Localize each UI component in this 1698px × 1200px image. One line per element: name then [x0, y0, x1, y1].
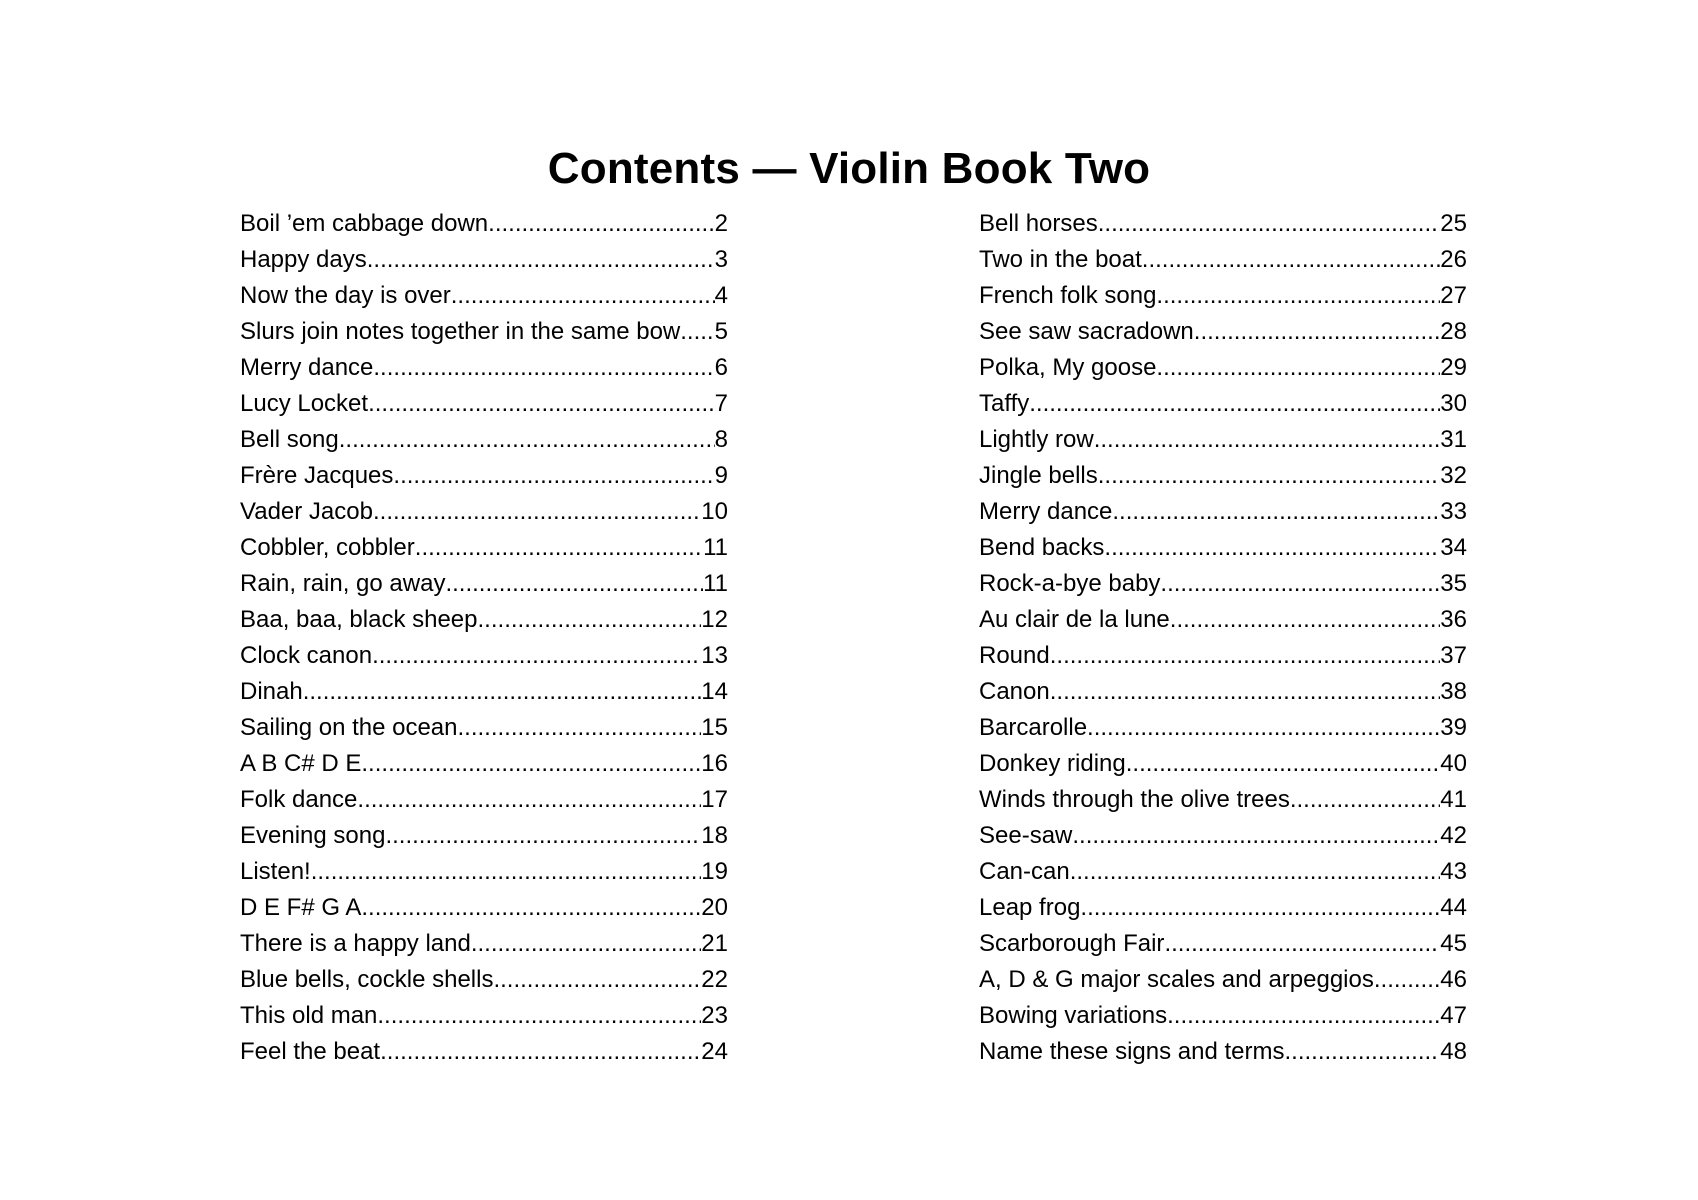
toc-entry[interactable] [979, 278, 1467, 314]
toc-entry[interactable] [979, 854, 1467, 890]
toc-entry-page-number: 38 [1440, 678, 1467, 705]
dot-leader [458, 710, 702, 746]
toc-entry-page-number: 48 [1440, 1038, 1467, 1065]
toc-entry-title: Cobbler, cobbler [240, 534, 415, 561]
dot-leader [445, 566, 703, 602]
toc-entry[interactable] [979, 350, 1467, 386]
toc-entry-title: Rock-a-bye baby [979, 570, 1161, 597]
toc-entry[interactable] [979, 782, 1467, 818]
toc-entry-title: Merry dance [240, 354, 374, 381]
dot-leader [368, 386, 715, 422]
dot-leader [478, 602, 702, 638]
toc-entry-title: Rain, rain, go away [240, 570, 446, 597]
toc-entry-title: Lightly row [979, 426, 1094, 453]
toc-entry-title: Baa, baa, black sheep [240, 606, 478, 633]
toc-entry[interactable] [979, 566, 1467, 602]
toc-entry-page-number: 46 [1440, 966, 1467, 993]
toc-entry-title: Bend backs [979, 534, 1105, 561]
dot-leader [380, 1034, 701, 1070]
toc-entry[interactable] [979, 314, 1467, 350]
toc-entry-page-number: 28 [1440, 318, 1467, 345]
toc-entry-title: Scarborough Fair [979, 930, 1165, 957]
toc-entry-title: Lucy Locket [240, 390, 369, 417]
toc-entry-title: This old man [240, 1002, 378, 1029]
dot-leader [1156, 278, 1440, 314]
toc-entry-title: See-saw [979, 822, 1073, 849]
toc-entry-page-number: 2 [714, 210, 728, 237]
toc-entry[interactable] [979, 530, 1467, 566]
dot-leader [451, 278, 715, 314]
toc-entry-page-number: 26 [1440, 246, 1467, 273]
dot-leader [1160, 566, 1440, 602]
toc-entry[interactable] [240, 278, 728, 314]
toc-entry-page-number: 10 [701, 498, 728, 525]
toc-entry-title: Dinah [240, 678, 303, 705]
toc-entry-page-number: 24 [701, 1038, 728, 1065]
dot-leader [361, 890, 701, 926]
toc-entry[interactable] [979, 962, 1467, 998]
dot-leader [373, 494, 701, 530]
toc-entry-page-number: 4 [714, 282, 728, 309]
toc-entry-page-number: 3 [714, 246, 728, 273]
toc-left-column [240, 206, 728, 1070]
toc-entry-title: Blue bells, cockle shells [240, 966, 494, 993]
toc-entry-title: A B C# D E [240, 750, 362, 777]
toc-entry-page-number: 20 [701, 894, 728, 921]
toc-entry[interactable] [240, 314, 728, 350]
toc-entry-page-number: 39 [1440, 714, 1467, 741]
toc-entry-title: Bell horses [979, 210, 1098, 237]
toc-entry[interactable] [240, 386, 728, 422]
toc-entry-page-number: 35 [1440, 570, 1467, 597]
toc-entry[interactable] [240, 638, 728, 674]
dot-leader [311, 854, 702, 890]
toc-entry[interactable] [240, 746, 728, 782]
dot-leader [339, 422, 715, 458]
toc-entry[interactable] [979, 710, 1467, 746]
toc-entry-page-number: 15 [701, 714, 728, 741]
dot-leader [1156, 350, 1440, 386]
toc-entry-page-number: 7 [714, 390, 728, 417]
dot-leader [1126, 746, 1441, 782]
dot-leader [1374, 962, 1440, 998]
toc-entry-title: Round [979, 642, 1050, 669]
dot-leader [1098, 206, 1441, 242]
toc-right-column [979, 206, 1467, 1070]
toc-entry-page-number: 27 [1440, 282, 1467, 309]
toc-entry-title: There is a happy land [240, 930, 471, 957]
dot-leader [1194, 314, 1441, 350]
dot-leader [393, 458, 714, 494]
toc-entry[interactable] [979, 602, 1467, 638]
toc-entry-page-number: 23 [701, 1002, 728, 1029]
dot-leader [1087, 710, 1440, 746]
dot-leader [1072, 818, 1440, 854]
toc-entry[interactable] [979, 1034, 1467, 1070]
dot-leader [415, 530, 703, 566]
toc-entry-page-number: 18 [701, 822, 728, 849]
dot-leader [680, 314, 714, 350]
toc-entry[interactable] [240, 458, 728, 494]
toc-entry-page-number: 21 [701, 930, 728, 957]
toc-entry-title: Bowing variations [979, 1002, 1168, 1029]
toc-entry-page-number: 41 [1440, 786, 1467, 813]
toc-entry-title: Donkey riding [979, 750, 1126, 777]
dot-leader [1142, 242, 1441, 278]
toc-entry-title: Can-can [979, 858, 1070, 885]
toc-entry[interactable] [979, 422, 1467, 458]
toc-entry-page-number: 29 [1440, 354, 1467, 381]
toc-entry-page-number: 5 [714, 318, 728, 345]
toc-entry-title: Slurs join notes together in the same bow [240, 318, 681, 345]
toc-entry[interactable] [240, 566, 728, 602]
toc-entry-page-number: 44 [1440, 894, 1467, 921]
toc-entry[interactable] [240, 350, 728, 386]
toc-entry-page-number: 9 [714, 462, 728, 489]
toc-entry-page-number: 34 [1440, 534, 1467, 561]
toc-entry[interactable] [240, 926, 728, 962]
dot-leader [1080, 890, 1440, 926]
toc-entry[interactable] [240, 674, 728, 710]
dot-leader [1094, 422, 1441, 458]
toc-entry-page-number: 43 [1440, 858, 1467, 885]
toc-entry-title: Sailing on the ocean [240, 714, 458, 741]
toc-entry-page-number: 30 [1440, 390, 1467, 417]
toc-entry[interactable] [240, 710, 728, 746]
toc-entry[interactable] [240, 602, 728, 638]
dot-leader [1050, 674, 1441, 710]
toc-entry[interactable] [240, 206, 728, 242]
toc-entry-title: Boil ’em cabbage down [240, 210, 489, 237]
toc-entry[interactable] [240, 530, 728, 566]
toc-entry-page-number: 19 [701, 858, 728, 885]
toc-entry-page-number: 13 [701, 642, 728, 669]
dot-leader [1070, 854, 1441, 890]
toc-entry-page-number: 11 [703, 570, 728, 597]
dot-leader [1112, 494, 1440, 530]
toc-entry[interactable] [979, 206, 1467, 242]
toc-entry[interactable] [979, 242, 1467, 278]
dot-leader [361, 746, 701, 782]
toc-entry-title: Two in the boat [979, 246, 1142, 273]
dot-leader [1290, 782, 1440, 818]
toc-entry[interactable] [240, 962, 728, 998]
toc-entry-page-number: 16 [701, 750, 728, 777]
dot-leader [385, 818, 701, 854]
toc-entry-title: Leap frog [979, 894, 1081, 921]
dot-leader [1104, 530, 1440, 566]
toc-entry-title: Bell song [240, 426, 339, 453]
dot-leader [488, 206, 714, 242]
dot-leader [303, 674, 702, 710]
toc-entry-title: Taffy [979, 390, 1030, 417]
toc-entry-title: Canon [979, 678, 1050, 705]
toc-entry[interactable] [979, 818, 1467, 854]
toc-entry[interactable] [979, 926, 1467, 962]
toc-entry[interactable] [240, 1034, 728, 1070]
toc-entry-title: Jingle bells [979, 462, 1098, 489]
toc-entry-title: Happy days [240, 246, 367, 273]
page-title: Contents — Violin Book Two [547, 144, 1151, 194]
toc-entry-page-number: 42 [1440, 822, 1467, 849]
toc-entry-page-number: 6 [714, 354, 728, 381]
toc-entry[interactable] [979, 638, 1467, 674]
toc-entry-title: Barcarolle [979, 714, 1088, 741]
toc-entry-title: Clock canon [240, 642, 373, 669]
toc-entry-title: A, D & G major scales and arpeggios [979, 966, 1374, 993]
toc-entry-title: Winds through the olive trees [979, 786, 1290, 813]
dot-leader [1029, 386, 1440, 422]
toc-entry-page-number: 22 [701, 966, 728, 993]
dot-leader [1164, 926, 1440, 962]
toc-entry-title: Feel the beat [240, 1038, 381, 1065]
toc-entry-page-number: 37 [1440, 642, 1467, 669]
dot-leader [1050, 638, 1441, 674]
toc-entry-page-number: 12 [701, 606, 728, 633]
toc-entry-title: Polka, My goose [979, 354, 1157, 381]
dot-leader [1170, 602, 1441, 638]
dot-leader [367, 242, 715, 278]
toc-entry-page-number: 25 [1440, 210, 1467, 237]
toc-entry-title: Au clair de la lune [979, 606, 1170, 633]
toc-entry[interactable] [979, 674, 1467, 710]
toc-entry[interactable] [979, 746, 1467, 782]
toc-entry-page-number: 14 [701, 678, 728, 705]
toc-entry[interactable] [240, 242, 728, 278]
dot-leader [471, 926, 701, 962]
toc-entry-page-number: 36 [1440, 606, 1467, 633]
toc-entry-page-number: 32 [1440, 462, 1467, 489]
toc-entry[interactable] [979, 386, 1467, 422]
toc-entry[interactable] [240, 818, 728, 854]
toc-entry[interactable] [979, 494, 1467, 530]
toc-entry-title: Name these signs and terms [979, 1038, 1285, 1065]
toc-entry[interactable] [240, 422, 728, 458]
dot-leader [377, 998, 701, 1034]
toc-entry-page-number: 45 [1440, 930, 1467, 957]
toc-entry-title: Folk dance [240, 786, 358, 813]
toc-entry-title: Merry dance [979, 498, 1113, 525]
toc-entry-title: Frère Jacques [240, 462, 394, 489]
toc-entry[interactable] [979, 998, 1467, 1034]
dot-leader [357, 782, 701, 818]
dot-leader [373, 350, 714, 386]
toc-entry[interactable] [240, 854, 728, 890]
dot-leader [1167, 998, 1440, 1034]
toc-entry[interactable] [240, 890, 728, 926]
dot-leader [1098, 458, 1441, 494]
toc-entry-title: French folk song [979, 282, 1157, 309]
toc-entry-page-number: 11 [703, 534, 728, 561]
toc-entry[interactable] [240, 998, 728, 1034]
dot-leader [372, 638, 701, 674]
toc-entry-title: See saw sacradown [979, 318, 1194, 345]
dot-leader [493, 962, 701, 998]
toc-entry[interactable] [240, 782, 728, 818]
toc-entry[interactable] [240, 494, 728, 530]
toc-entry-page-number: 33 [1440, 498, 1467, 525]
toc-entry[interactable] [979, 458, 1467, 494]
toc-entry-page-number: 8 [714, 426, 728, 453]
toc-entry-page-number: 17 [701, 786, 728, 813]
toc-entry-title: Evening song [240, 822, 386, 849]
toc-entry-page-number: 31 [1440, 426, 1467, 453]
toc-entry[interactable] [979, 890, 1467, 926]
toc-entry-page-number: 47 [1440, 1002, 1467, 1029]
dot-leader [1284, 1034, 1440, 1070]
toc-entry-title: Vader Jacob [240, 498, 373, 525]
toc-entry-page-number: 40 [1440, 750, 1467, 777]
toc-entry-title: Now the day is over [240, 282, 451, 309]
toc-entry-title: Listen! [240, 858, 311, 885]
toc-entry-title: D E F# G A [240, 894, 362, 921]
